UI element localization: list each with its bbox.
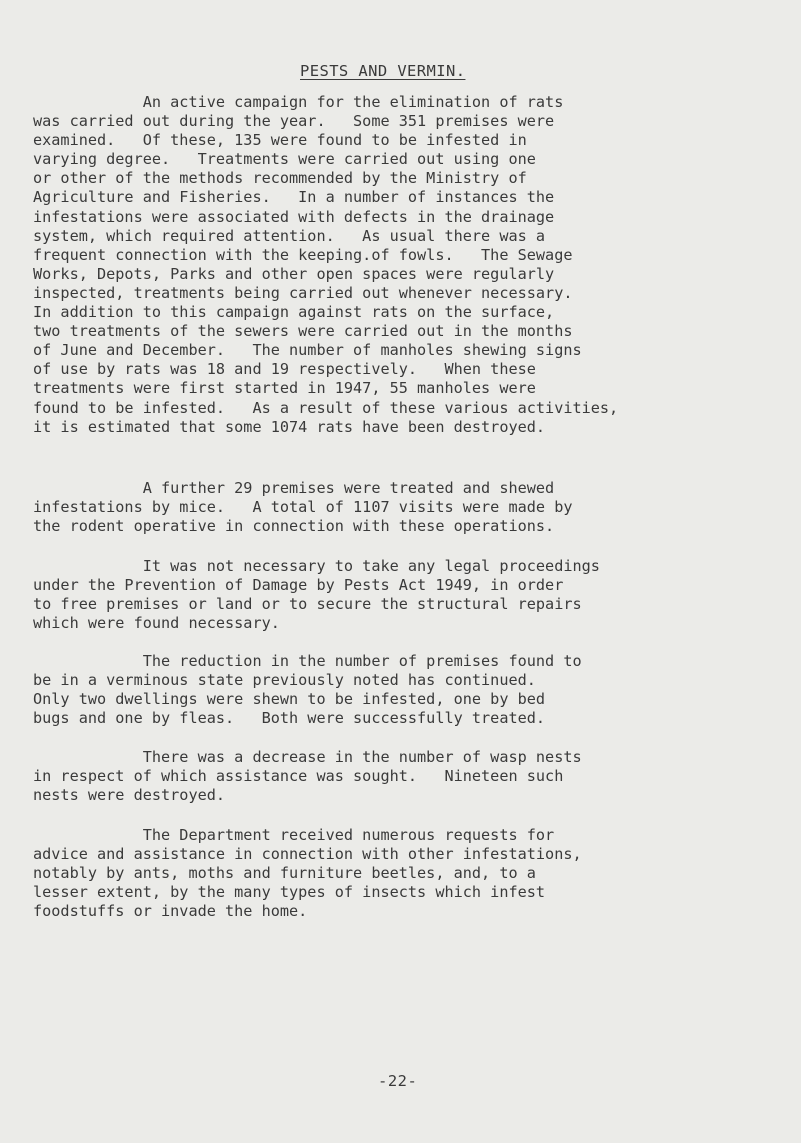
text-line: The Department received numerous requests for bbox=[33, 826, 555, 844]
text-line: system, which required attention. As usual there was a bbox=[33, 226, 546, 245]
text-line: lesser extent, by the many types of insects which infest bbox=[33, 883, 546, 902]
text-line: found to be infested. As a result of these various activities, bbox=[33, 398, 619, 417]
text-line: of use by rats was 18 and 19 respectively. When these bbox=[33, 360, 536, 379]
text-line: treatments were first started in 1947, 55 manholes were bbox=[33, 379, 536, 398]
text-line: It was not necessary to take any legal proceedings bbox=[33, 557, 600, 575]
text-line: There was a decrease in the number of wasp nests bbox=[33, 748, 582, 766]
text-line: notably by ants, moths and furniture beetles, and, to a bbox=[33, 864, 536, 883]
text-line: be in a verminous state previously noted has continued. bbox=[33, 671, 536, 690]
text-line: Only two dwellings were shewn to be infested, one by bed bbox=[33, 690, 546, 709]
text-line: bugs and one by fleas. Both were successfully treated. bbox=[33, 709, 546, 728]
text-line: Agriculture and Fisheries. In a number of instances the bbox=[33, 188, 555, 207]
text-line: of June and December. The number of manholes shewing signs bbox=[33, 341, 582, 360]
text-line: advice and assistance in connection with other infestations, bbox=[33, 845, 582, 864]
page-number: -22- bbox=[378, 1072, 418, 1090]
paragraph-legal-proceedings bbox=[33, 557, 793, 633]
text-line: examined. Of these, 135 were found to be infested in bbox=[33, 131, 527, 150]
text-line: An active campaign for the elimination of rats bbox=[33, 93, 564, 111]
text-line: it is estimated that some 1074 rats have been destroyed. bbox=[33, 417, 546, 436]
text-line: infestations were associated with defects in the drainage bbox=[33, 207, 555, 226]
text-line: Works, Depots, Parks and other open spaces were regularly bbox=[33, 264, 555, 283]
text-line: frequent connection with the keeping.of fowls. The Sewage bbox=[33, 245, 573, 264]
page-title: PESTS AND VERMIN. bbox=[300, 62, 466, 80]
text-line: to free premises or land or to secure the structural repairs bbox=[33, 595, 582, 614]
text-line: inspected, treatments being carried out whenever necessary. bbox=[33, 283, 573, 302]
paragraph-wasp-nests bbox=[33, 748, 793, 805]
text-line: under the Prevention of Damage by Pests Act 1949, in order bbox=[33, 576, 564, 595]
text-line: varying degree. Treatments were carried out using one bbox=[33, 150, 536, 169]
paragraph-rats-campaign bbox=[33, 93, 793, 437]
text-line: two treatments of the sewers were carried out in the months bbox=[33, 322, 573, 341]
text-line: A further 29 premises were treated and shewed bbox=[33, 479, 555, 497]
text-line: the rodent operative in connection with these operations. bbox=[33, 517, 555, 536]
text-line: foodstuffs or invade the home. bbox=[33, 902, 308, 921]
text-line: in respect of which assistance was sought. Nineteen such bbox=[33, 767, 564, 786]
text-line: which were found necessary. bbox=[33, 614, 280, 633]
paragraph-other-infestations bbox=[33, 826, 793, 921]
paragraph-verminous-premises bbox=[33, 652, 793, 728]
text-line: or other of the methods recommended by the Ministry of bbox=[33, 169, 527, 188]
text-line: In addition to this campaign against rats on the surface, bbox=[33, 303, 555, 322]
text-line: was carried out during the year. Some 351 premises were bbox=[33, 112, 555, 131]
text-line: The reduction in the number of premises found to bbox=[33, 652, 582, 670]
paragraph-mice bbox=[33, 479, 793, 536]
text-line: infestations by mice. A total of 1107 visits were made by bbox=[33, 498, 573, 517]
text-line: nests were destroyed. bbox=[33, 786, 226, 805]
